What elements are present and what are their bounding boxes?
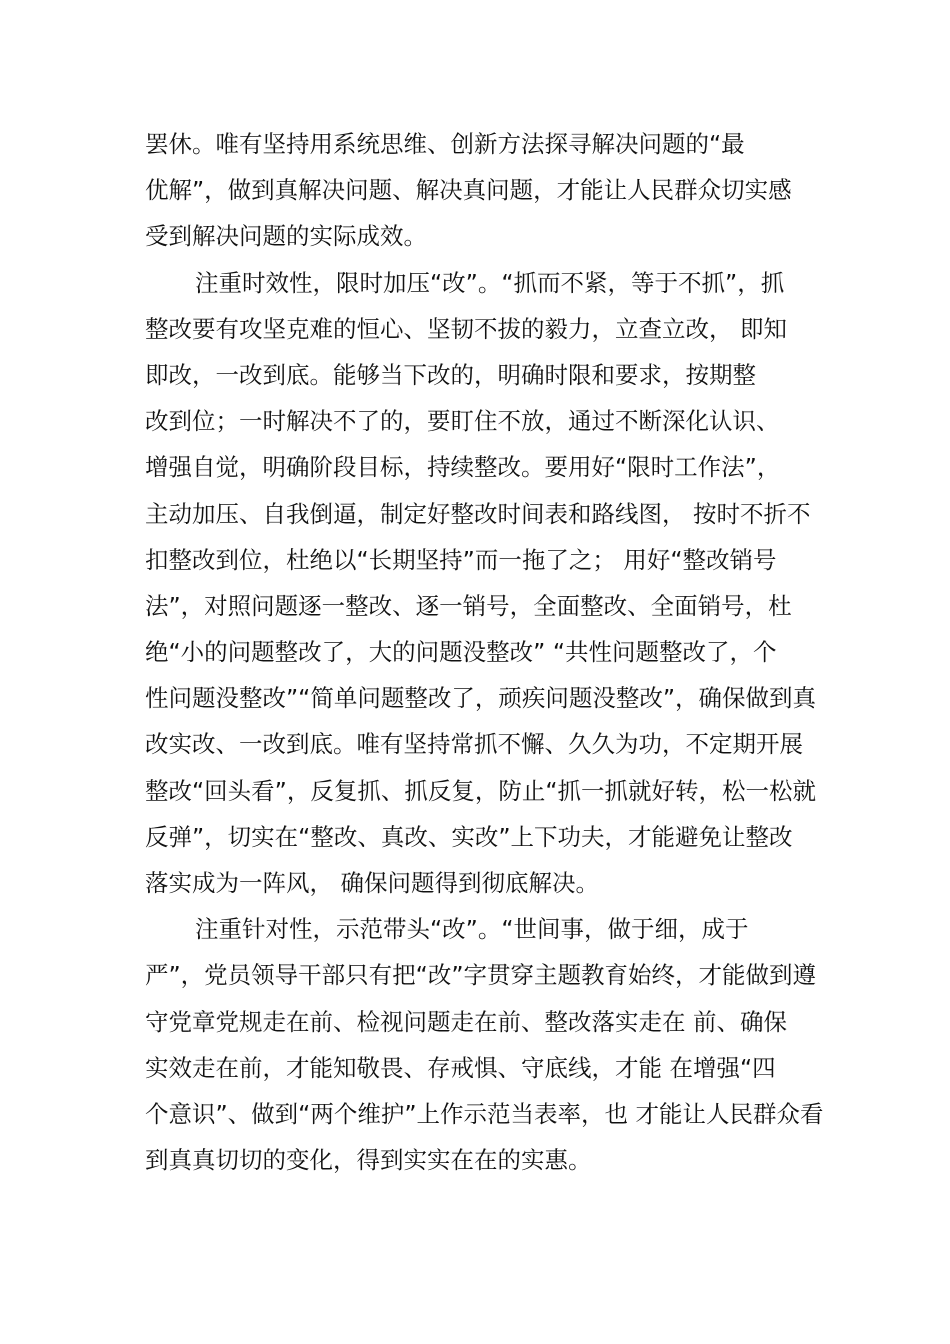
text-line: 增强自觉，明确阶段目标，持续整改。要用好“限时工作法”， bbox=[145, 453, 781, 482]
text-line: 落实成为一阵风， 确保问题得到彻底解决。 bbox=[145, 869, 599, 897]
text-line: 受到解决问题的实际成效。 bbox=[145, 222, 427, 251]
text-line: 扣整改到位，杜绝以“长期坚持”而一拖了之； 用好“整改销号 bbox=[145, 545, 777, 574]
paragraph-heading-line: 注重针对性，示范带头“改”。“世间事，做于细，成于 bbox=[195, 915, 749, 944]
text-line: 严”，党员领导干部只有把“改”字贯穿主题教育始终，才能做到遵 bbox=[145, 961, 817, 990]
text-line: 性问题没整改”“简单问题整改了，顽疾问题没整改”，确保做到真 bbox=[145, 684, 817, 713]
text-line: 整改“回头看”，反复抓、抓反复，防止“抓一抓就好转，松一松就 bbox=[145, 776, 817, 805]
text-line: 改到位；一时解决不了的，要盯住不放，通过不断深化认识、 bbox=[145, 407, 780, 436]
text-line: 个意识”、做到“两个维护”上作示范当表率，也 才能让人民群众看 bbox=[145, 1099, 824, 1128]
document-body bbox=[145, 121, 845, 1183]
text-line: 实效走在前，才能知敬畏、存戒惧、守底线，才能 在增强“四 bbox=[145, 1053, 776, 1082]
text-line: 罢休。唯有坚持用系统思维、创新方法探寻解决问题的“最 bbox=[145, 130, 745, 158]
text-line: 法”，对照问题逐一整改、逐一销号，全面整改、全面销号，杜 bbox=[145, 591, 792, 620]
text-line: 即改，一改到底。能够当下改的，明确时限和要求，按期整 bbox=[145, 360, 756, 389]
text-line: 守党章党规走在前、检视问题走在前、整改落实走在 前、确保 bbox=[145, 1007, 787, 1036]
paragraph-heading-line: 注重时效性，限时加压“改”。“抓而不紧，等于不抓”，抓 bbox=[195, 268, 785, 297]
text-line: 优解”，做到真解决问题、解决真问题，才能让人民群众切实感 bbox=[145, 176, 792, 205]
text-line: 绝“小的问题整改了，大的问题没整改” “共性问题整改了，个 bbox=[145, 638, 777, 667]
text-line: 反弹”，切实在“整改、真改、实改”上下功夫，才能避免让整改 bbox=[145, 822, 793, 851]
text-line: 整改要有攻坚克难的恒心、坚韧不拔的毅力，立查立改， 即知 bbox=[145, 314, 787, 343]
text-line: 改实改、一改到底。唯有坚持常抓不懈、久久为功，不定期开展 bbox=[145, 730, 803, 759]
text-line: 到真真切切的变化，得到实实在在的实惠。 bbox=[145, 1146, 592, 1175]
text-line: 主动加压、自我倒逼，制定好整改时间表和路线图， 按时不折不 bbox=[145, 499, 811, 528]
